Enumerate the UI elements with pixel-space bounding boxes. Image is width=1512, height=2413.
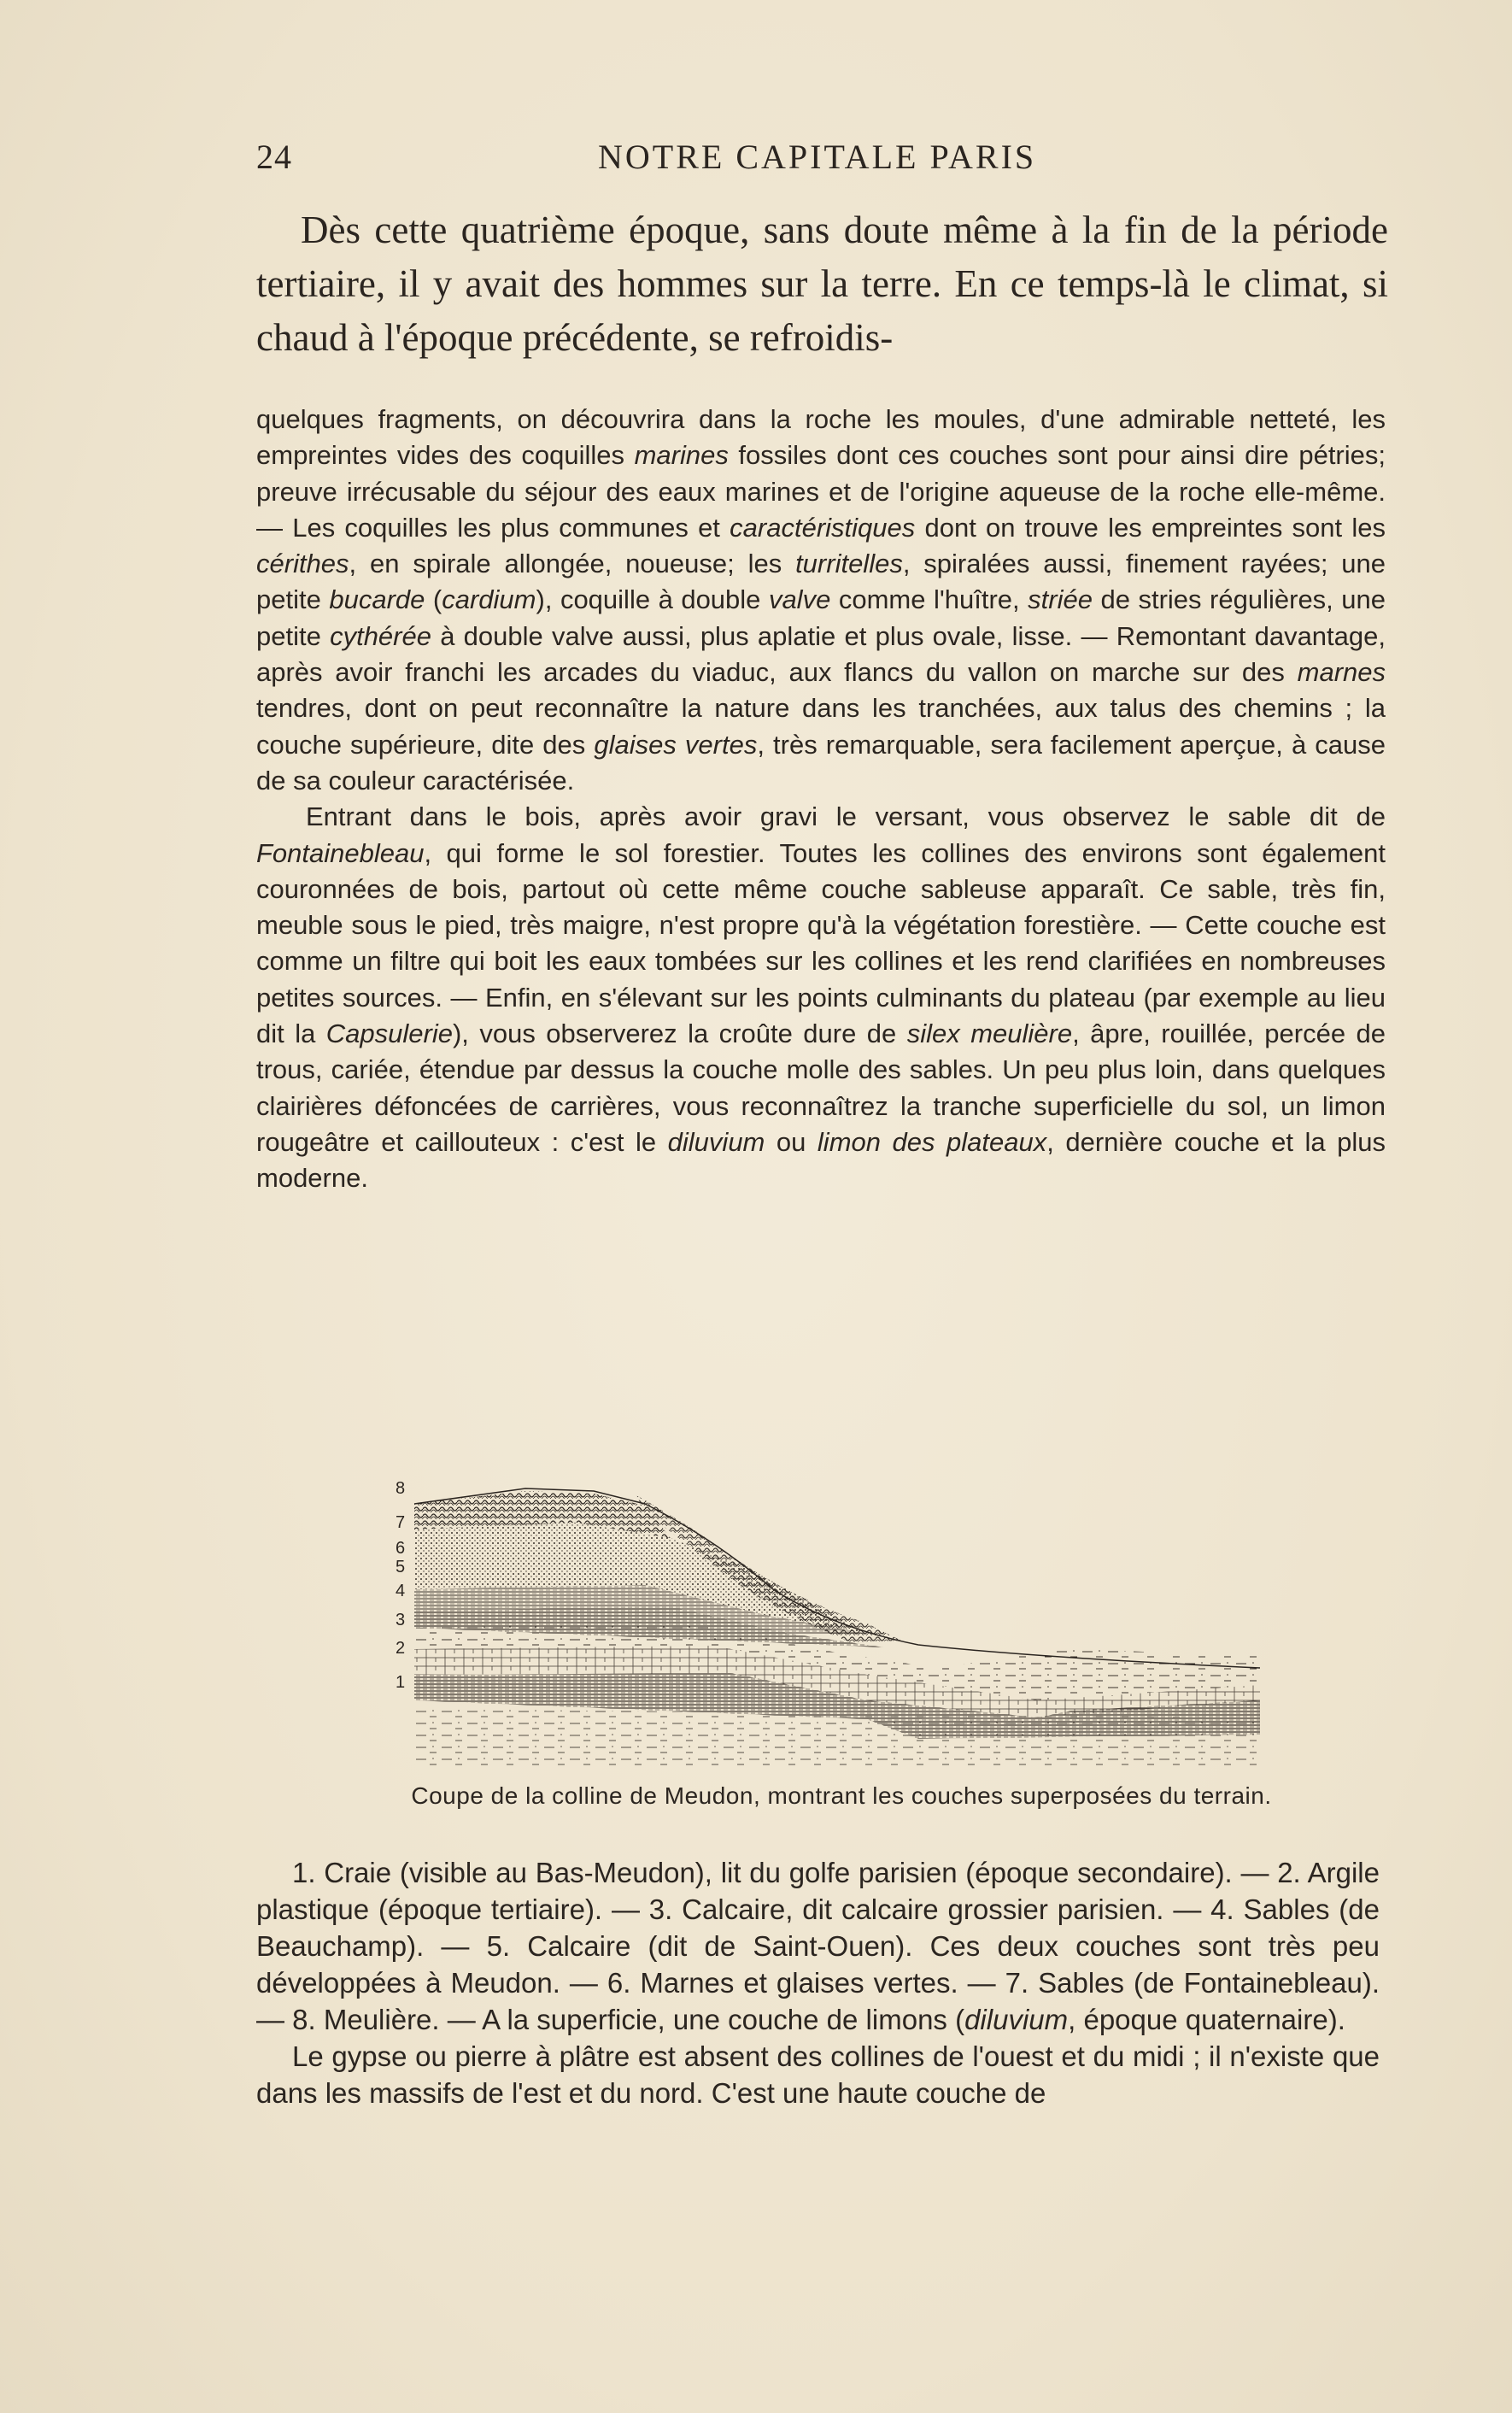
layer-number: 2 — [396, 1639, 406, 1658]
lead-paragraph-block — [256, 203, 1388, 365]
body-paragraph-2: Entrant dans le bois, après avoir gravi le versant, vous observez le sable dit de Fontainebleau, qui forme le sol forestier. Toutes les collines des environs sont également couronnées de bois, partout où cette même couche sableuse apparaît. Ce sable, très fin, meuble sous le pied, très maigre, n'est propre qu'à la végétation forestière. — Cette couche est comme un filtre qui boit les eaux tombées sur les collines et les rend clarifiées en nombreuses petites sources. — Enfin, en s'élevant sur les points culminants du plateau (par exemple au lieu dit la Capsulerie), vous observerez la croûte dure de silex meulière, âpre, rouillée, percée de trous, cariée, étendue par dessus la couche molle des sables. Un peu plus loin, dans quelques clairières défoncées de carrières, vous reconnaîtrez la tranche superficielle du sol, un limon rougeâtre et caillouteux : c'est le diluvium ou limon des plateaux, dernière couche et la plus moderne. — [256, 801, 1386, 1194]
lead-paragraph: Dès cette quatrième époque, sans doute même à la fin de la période tertiaire, il y avait des hommes sur la terre. En ce temps-là le climat, si chaud à l'époque précédente, se refroidis- — [256, 208, 1388, 359]
layer-number: 3 — [396, 1611, 406, 1629]
page-number: 24 — [256, 138, 292, 176]
figure-legend — [256, 1854, 1380, 2111]
layer-number: 6 — [396, 1539, 406, 1558]
layer-number: 8 — [396, 1479, 406, 1498]
body-paragraph-1: quelques fragments, on découvrira dans la roche les moules, d'une admirable netteté, les empreintes vides des coquilles marines fossiles dont ces couches sont pour ainsi dire pétries; preuve irrécusable du séjour des eaux marines et de l'origine aqueuse de la roche elle-même. — Les coquilles les plus communes et caractéristiques dont on trouve les empreintes sont les cérithes, en spirale allongée, noueuse; les turritelles, spiralées aussi, finement rayées; une petite bucarde (cardium), coquille à double valve comme l'huître, striée de stries régulières, une petite cythérée à double valve aussi, plus aplatie et plus ovale, lisse. — Remontant davantage, après avoir franchi les arcades du viaduc, aux flancs du vallon on marche sur des marnes tendres, dont on peut reconnaître la nature dans les tranchées, aux talus des chemins ; la couche supérieure, dite des glaises vertes, très remarquable, sera facilement aperçue, à cause de sa couleur caractérisée. — [256, 404, 1386, 796]
meudon-hill-section-engraving — [389, 1444, 1277, 1769]
layer-number: 5 — [396, 1558, 406, 1576]
legend-paragraph-2: Le gypse ou pierre à plâtre est absent des collines de l'ouest et du midi ; il n'existe que dans les massifs de l'est et du nord. C'est une haute couche de — [256, 2040, 1380, 2109]
body-text — [256, 402, 1386, 1197]
running-title: NOTRE CAPITALE PARIS — [598, 138, 1037, 176]
layer-number: 7 — [396, 1513, 406, 1532]
layer-number-labels — [396, 1479, 405, 1692]
geological-section-figure — [389, 1444, 1277, 1769]
layer-number: 4 — [396, 1582, 406, 1600]
legend-paragraph-1: 1. Craie (visible au Bas-Meudon), lit du golfe parisien (époque secondaire). — 2. Argile plastique (époque tertiaire). — 3. Calcaire, dit calcaire grossier parisien. — 4. Sables (de Beauchamp). — 5. Calcaire (dit de Saint-Ouen). Ces deux couches sont très peu développées à Meudon. — 6. Marnes et glaises vertes. — 7. Sables (de Fontainebleau). — 8. Meulière. — A la superficie, une couche de limons (diluvium, époque quaternaire). — [256, 1857, 1380, 2035]
figure-caption: Coupe de la colline de Meudon, montrant les couches superposées du terrain. — [411, 1782, 1272, 1809]
layer-number: 1 — [396, 1673, 406, 1692]
page-header — [256, 137, 1341, 188]
